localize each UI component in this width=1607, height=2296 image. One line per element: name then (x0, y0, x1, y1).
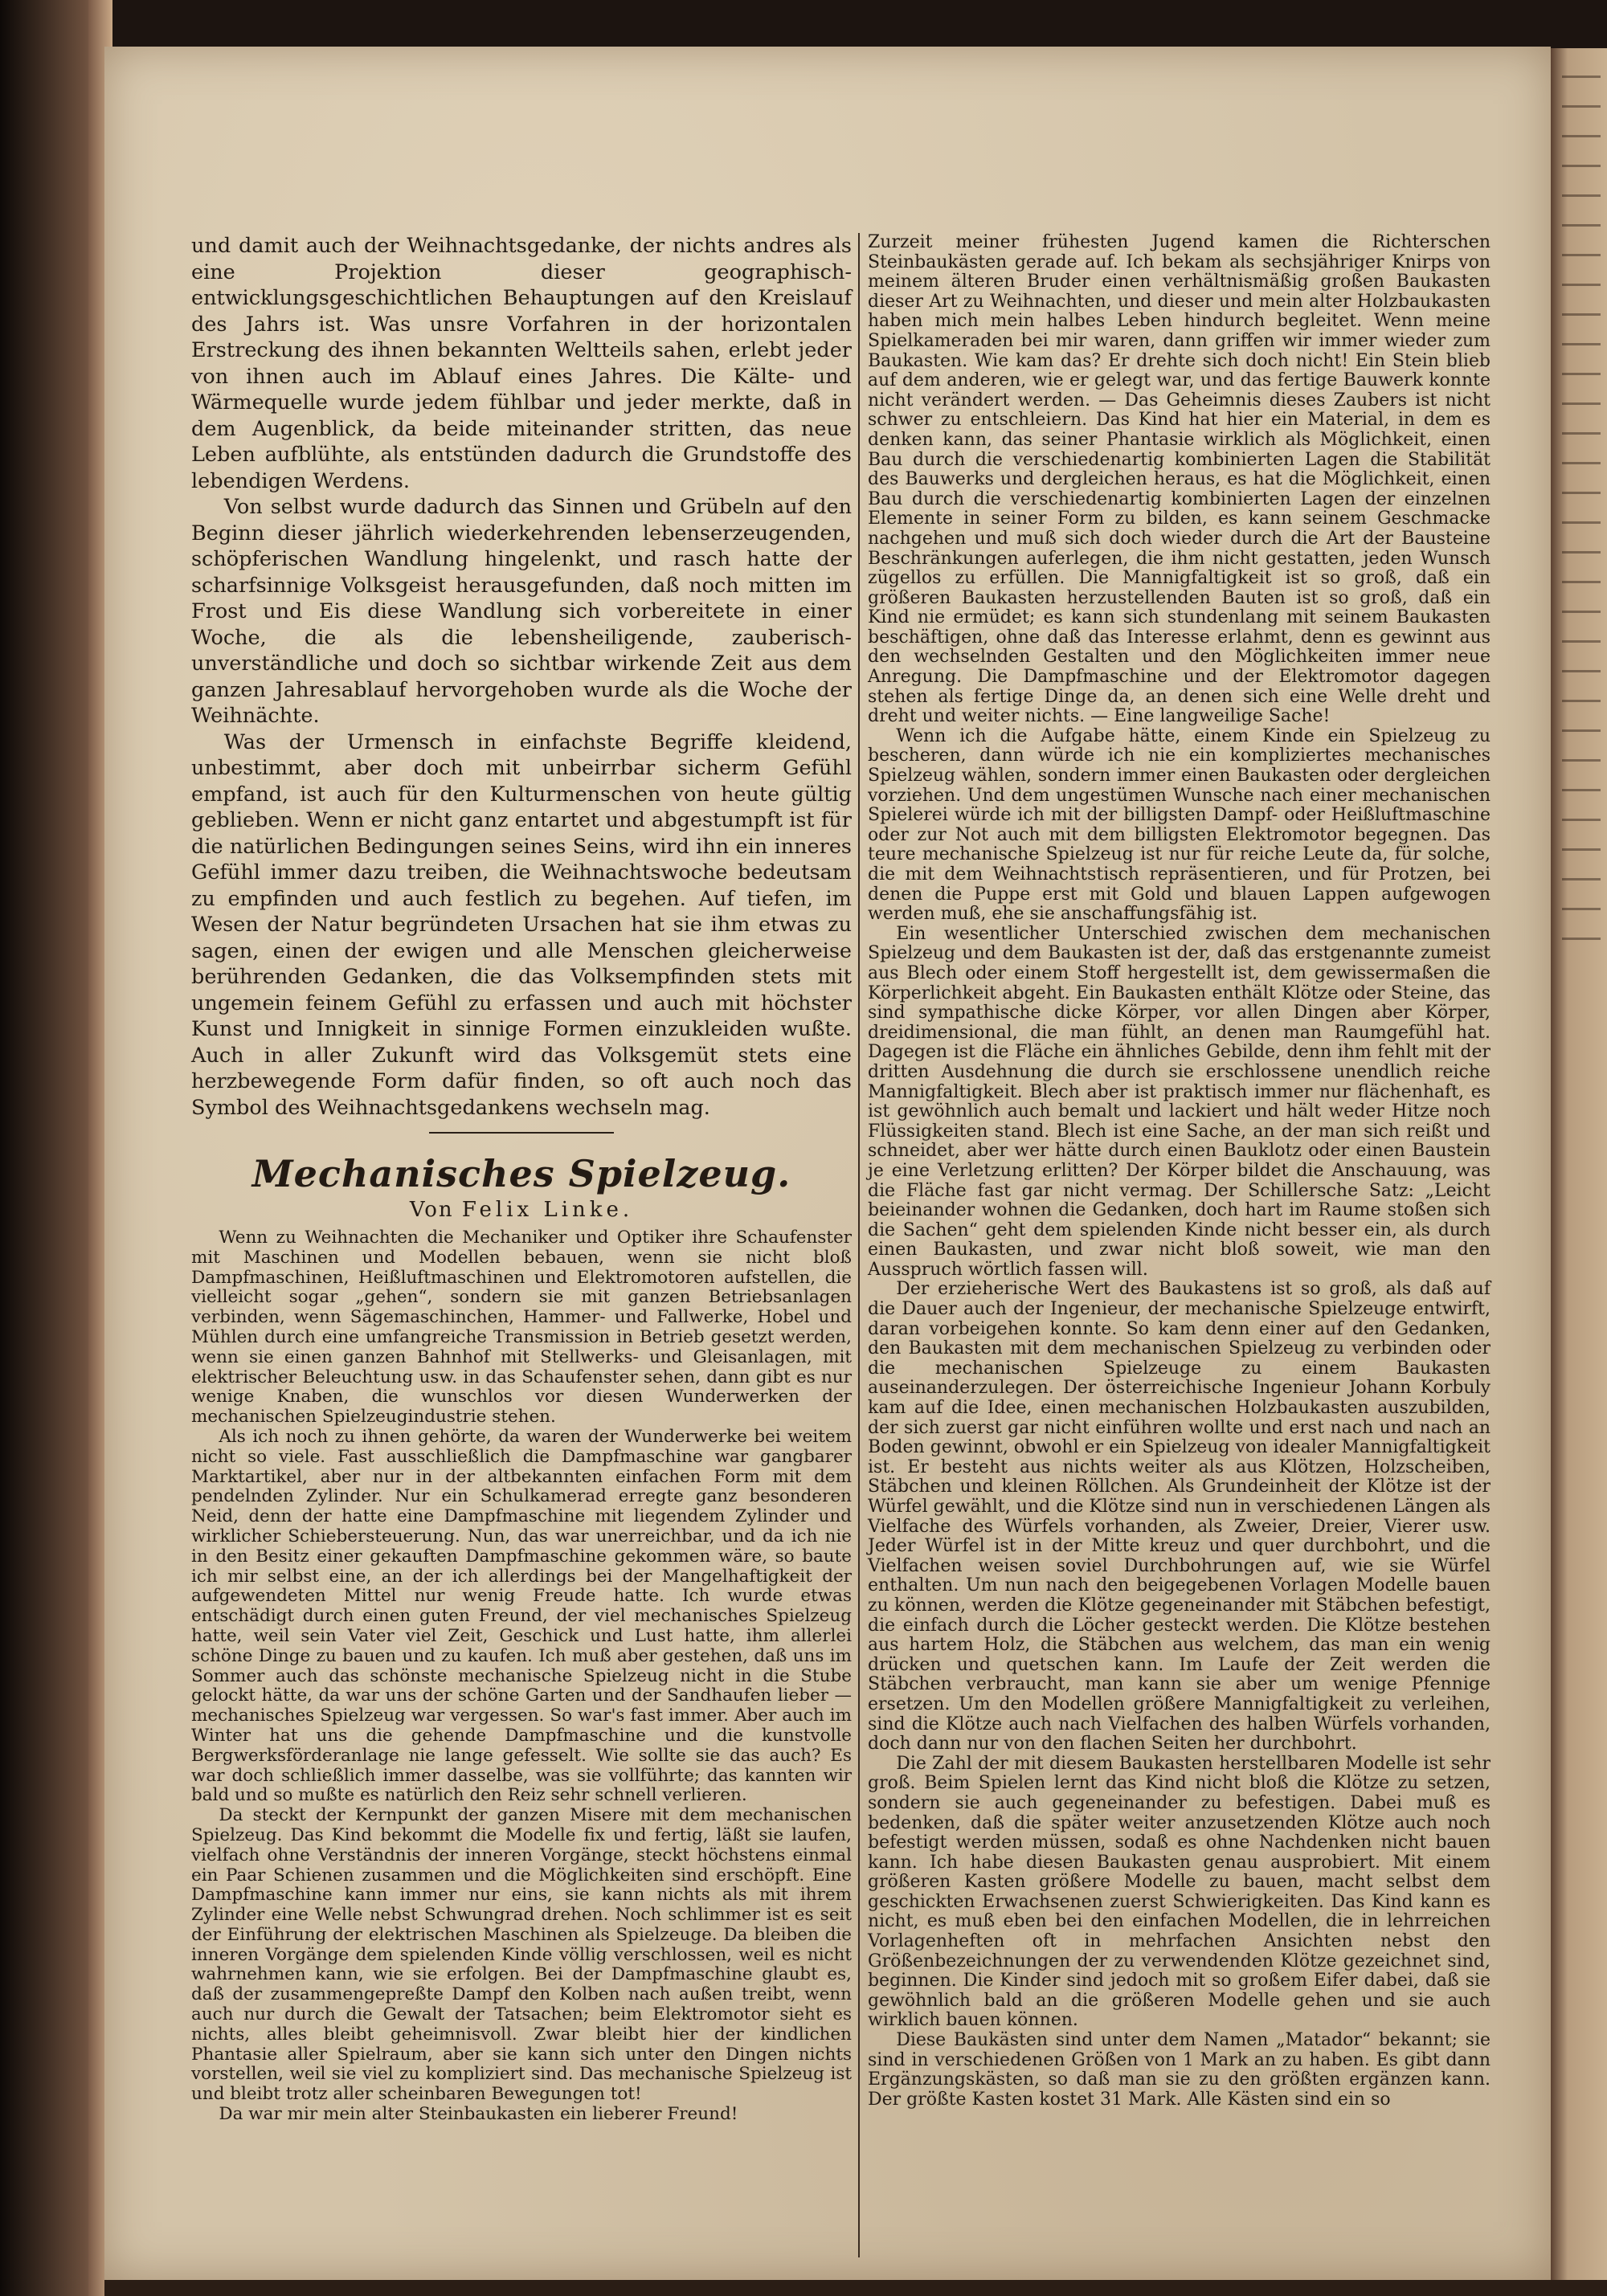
article-paragraph-1: Wenn zu Weihnachten die Mechaniker und Optiker ihre Schaufenster mit Maschinen und Modellen bebauen, wenn sie nicht bloß Dampfmaschinen, Heißluftmaschinen und Elektromotoren aufstellen, die vielleicht sogar „gehen“, sondern sie mit ganzen Betriebsanlagen verbinden, wenn Sägemaschinchen, Hammer- und Fallwerke, Hobel und Mühlen durch eine umfangreiche Transmission in Betrieb gesetzt werden, wenn sie einen ganzen Bahnhof mit Stellwerks- und Gleisanlagen, mit elektrischer Beleuchtung usw. in das Schaufenster sehen, dann gibt es nur wenige Knaben, die wunschlos vor diesen Wunderwerken der mechanischen Spielzeugindustrie stehen. (191, 1228, 852, 1428)
author-name: Felix Linke. (461, 1198, 634, 1222)
left-column (191, 233, 852, 2125)
article-paragraph-5: Zurzeit meiner frühesten Jugend kamen die Richterschen Steinbaukästen gerade auf. Ich bekam als sechsjähriger Knirps von meinem älteren Bruder einen verhältnismäßig großen Baukasten dieser Art zu Weihnachten, und dieser und mein alter Holzbaukasten haben mich mein halbes Leben hindurch begleitet. Wenn meine Spielkameraden bei mir waren, dann griffen wir immer wieder zum Baukasten. Wie kam das? Er drehte sich doch nicht! Ein Stein blieb auf dem anderen, wie er gelegt war, und das fertige Bauwerk konnte nicht verändert werden. — Das Geheimnis dieses Zaubers ist nicht schwer zu entschleiern. Das Kind hat hier ein Material, in dem es denken kann, das seiner Phantasie wirklich als Möglichkeit, einen Bau durch die verschiedenartig kombinierten Lagen die Stabilität des Bauwerks und dergleichen heraus, es hat die Möglichkeit, einen Bau durch die verschiedenartig kombinierten Lagen der einzelnen Elemente in seiner Form zu bilden, es kann seinem Geschmacke nachgehen und muß sich doch wieder durch die Art der Bausteine Beschränkungen auferlegen, die ihm nicht gestatten, jeden Wunsch zügellos zu erfüllen. Die Mannigfaltigkeit ist so groß, daß ein größeren Baukasten herzustellenden Bauten ist so groß, daß ein Kind nie ermüdet; es kann sich stundenlang mit seinem Baukasten beschäftigen, ohne daß das Interesse erlahmt, denn es gewinnt aus den wechselnden Gestalten und den Möglichkeiten immer neue Anregung. Die Dampfmaschine und der Elektromotor dagegen stehen als fertige Dinge da, an denen sich eine Welle dreht und dreht und weiter nichts. — Eine langweilige Sache! (868, 232, 1490, 727)
essay-paragraph-2: Von selbst wurde dadurch das Sinnen und Grübeln auf den Beginn dieser jährlich wiederkehrenden lebenserzeugenden, schöpferischen Wandlung hingelenkt, und rasch hatte der scharfsinnige Volksgeist herausgefunden, daß noch mitten im Frost und Eis diese Wandlung sich vorbereitete in einer Woche, die als die lebensheiligende, zauberisch-unverständliche und doch so sichtbar wirkende Zeit aus dem ganzen Jahresablauf hervorgehoben wurde als die Woche der Weihnächte. (191, 495, 852, 728)
article-paragraph-10: Diese Baukästen sind unter dem Namen „Matador“ bekannt; sie sind in verschiedenen Größen von 1 Mark an zu haben. Es gibt dann Ergänzungskästen, so daß man sie zu den größten ergänzen kann. Der größte Kasten kostet 31 Mark. Alle Kästen sind ein so (868, 2030, 1490, 2110)
article-paragraph-9: Die Zahl der mit diesem Baukasten herstellbaren Modelle ist sehr groß. Beim Spielen lernt das Kind nicht bloß die Klötze zu setzen, sondern sie auch gegeneinander zu befestigen. Dabei muß es bedenken, daß die später weiter anzusetzenden Klötze auch noch befestigt werden müssen, sodaß es ohne Nachdenken nicht bauen kann. Ich habe diesen Baukasten genau ausprobiert. Mit einem größeren Kasten größere Modelle zu bauen, macht selbst dem geschickten Erwachsenen zuerst Schwierigkeiten. Das Kind kann es nicht, es muß eben bei den einfachen Modellen, die in lehrreichen Vorlagenheften oft in mehrfachen Ansichten nebst den Größenbezeichnungen der zu verwendenden Klötze gezeichnet sind, beginnen. Die Kinder sind jedoch mit so großem Eifer dabei, daß sie gewöhnlich bald an die größeren Modelle gehen und sie auch wirklich bauen können. (868, 1753, 1490, 2031)
page-bottom-edge (104, 2280, 1607, 2296)
section-divider (429, 1132, 614, 1134)
right-column (868, 233, 1490, 2110)
article-byline (191, 1196, 852, 1224)
article-paragraph-2: Als ich noch zu ihnen gehörte, da waren der Wunderwerke bei weitem nicht so viele. Fast ausschließlich die Dampfmaschine war gangbarer Marktartikel, aber nur in der altbekannten einfachen Form mit dem pendelnden Zylinder. Nur ein Schulkamerad erregte ganz besonderen Neid, denn der hatte eine Dampfmaschine mit liegendem Zylinder und wirklicher Schiebersteuerung. Nun, das war unerreichbar, und da ich nie in den Besitz einer gekauften Dampfmaschine gekommen wäre, so baute ich mir selbst eine, an der ich allerdings bei der Mangelhaftigkeit der aufgewendeten Mittel nur wenig Freude hatte. Ich wurde etwas entschädigt durch einen guten Freund, der viel mechanisches Spielzeug hatte, weil sein Vater viel Zeit, Geschick und Lust hatte, ihm allerlei schöne Dinge zu bauen und zu kaufen. Ich muß aber gestehen, daß uns im Sommer auch das schönste mechanische Spielzeug nicht in die Stube gelockt hätte, da war uns der schöne Garten und der Sandhaufen lieber — mechanisches Spielzeug war vergessen. So war's fast immer. Aber auch im Winter hat uns die gehende Dampfmaschine und die kunstvolle Bergwerksförderanlage nie lange gefesselt. Wie sollte sie das auch? Es war doch schließlich immer dasselbe, was sie vollführte; das kannten wir bald und so mußte es natürlich den Reiz sehr schnell verlieren. (191, 1426, 852, 1806)
byline-prefix: Von (409, 1198, 454, 1222)
article-left-text (191, 1228, 852, 2125)
article-paragraph-4: Da war mir mein alter Steinbaukasten ein lieberer Freund! (219, 2104, 738, 2125)
adjacent-page-edge (1551, 48, 1607, 2282)
article-paragraph-6: Wenn ich die Aufgabe hätte, einem Kinde ein Spielzeug zu bescheren, dann würde ich nie ein kompliziertes mechanisches Spielzeug wählen, sondern immer einen Baukasten oder dergleichen vorziehen. Und dem ungestümen Wunsche nach einer mechanischen Spielerei würde ich mit der billigsten Dampf- oder Heißluftmaschine oder zur Not auch mit dem billigsten Elektromotor begegnen. Das teure mechanische Spielzeug ist nur für reiche Leute da, für solche, die mit dem Weihnachtstisch repräsentieren, und für Protzen, bei denen die Puppe erst mit Gold und blauen Lappen aufgewogen werden muß, ehe sie anschaffungsfähig ist. (868, 725, 1490, 925)
essay-paragraph-3: Was der Urmensch in einfachste Begriffe kleidend, unbestimmt, aber doch mit unbeirrbar sicherm Gefühl empfand, ist auch für den Kulturmenschen von heute gültig geblieben. Wenn er nicht ganz entartet und abgestumpft ist für die natürlichen Bedingungen seines Seins, wird ihn ein inneres Gefühl immer dazu treiben, die Weihnachtswoche bedeutsam zu empfinden und auch festlich zu begehen. Auf tiefen, im Wesen der Natur begründeten Ursachen hat sie ihm etwas zu sagen, einen der ewigen und alle Menschen gleicherweise berührenden Gedanken, die das Volksempfinden stets mit ungemein feinem Gefühl zu erfassen und auch mit höchster Kunst und Innigkeit in sinnige Formen einzukleiden wußte. Auch in aller Zukunft wird das Volksgemüt stets eine herzbewegende Form dafür finden, so oft auch noch das Symbol des Weihnachtsgedankens wechseln mag. (191, 729, 852, 1120)
column-divider (858, 233, 860, 2257)
article-paragraph-8: Der erzieherische Wert des Baukastens ist so groß, als daß auf die Dauer auch der Ingenieur, der mechanische Spielzeuge entwirft, daran vorbeigehen konnte. So kam denn einer auf den Gedanken, den Baukasten mit dem mechanischen Spielzeug zu verbinden oder die mechanischen Spielzeuge zu einem Baukasten auseinanderzulegen. Der österreichische Ingenieur Johann Korbuly kam auf die Idee, einen mechanischen Holzbaukasten auszubilden, der sich zuerst gar nicht einführen wollte und erst nach und nach an Boden gewinnt, obwohl er ein Spielzeug von idealer Mannigfaltigkeit ist. Er besteht aus nichts weiter als aus Klötzen, Holzscheiben, Stäbchen und kleinen Röllchen. Als Grundeinheit der Klötze ist der Würfel gewählt, und die Klötze sind nun in verschiedenen Längen als Vielfache des Würfels vorhanden, als Zweier, Dreier, Vierer usw. Jeder Würfel ist in der Mitte kreuz und quer durchbohrt, und die Vielfachen weisen soviel Durchbohrungen auf, wie sie Würfel enthalten. Um nun nach den beigegebenen Vorlagen Modelle bauen zu können, werden die Klötze gegeneinander mit Stäbchen befestigt, die einfach durch die Löcher gesteckt werden. Die Klötze bestehen aus hartem Holz, die Stäbchen aus welchem, das man ein wenig drücken und quetschen kann. Im Laufe der Zeit werden die Stäbchen verbraucht, man kann sie aber um wenige Pfennige ersetzen. Um den Modellen größere Mannigfaltigkeit zu verleihen, sind die Klötze auch nach Vielfachen des halben Würfels vorhanden, doch dann nur von den flachen Seiten her durchbohrt. (868, 1279, 1490, 1755)
article-paragraph-7: Ein wesentlicher Unterschied zwischen dem mechanischen Spielzeug und dem Baukasten ist der, daß das erstgenannte zumeist aus Blech oder einem Stoff hergestellt ist, dem gewissermaßen die Körperlichkeit abgeht. Ein Baukasten enthält Klötze oder Steine, das sind sympathische dicke Körper, vor allen Dingen aber Körper, dreidimensional, die man fühlt, an denen man Raumgefühl hat. Dagegen ist die Fläche ein ähnliches Gebilde, denn ihm fehlt mit der dritten Ausdehnung die durch sie erschlossene unendlich reiche Mannigfaltigkeit. Blech aber ist praktisch immer nur flächenhaft, es ist gewöhnlich auch bemalt und lackiert und hält weder Hitze noch Flüssigkeiten stand. Blech ist eine Sache, an der man sich reißt und schneidet, aber wer hätte durch einen Bauklotz oder einen Baustein je eine Verletzung erlitten? Der Körper bildet die Anschauung, was die Fläche fast gar nicht vermag. Der Schillersche Satz: „Leicht beieinander wohnen die Gedanken, doch hart im Raume stoßen sich die Sachen“ geht dem spielenden Kinde nicht besser ein, als durch einen Baukasten, und zwar nicht bloß soweit, wie man den Ausspruch wörtlich fassen will. (868, 923, 1490, 1280)
essay-paragraph-1: und damit auch der Weihnachtsgedanke, der nichts andres als eine Projektion dieser geographisch-entwicklungsgeschichtlichen Behauptungen auf den Kreislauf des Jahrs ist. Was unsre Vorfahren in der horizontalen Erstreckung des ihnen bekannten Weltteils sahen, erlebt jeder von ihnen auch im Ablauf eines Jahres. Die Kälte- und Wärmequelle wurde jedem fühlbar und jeder merkte, daß in dem Augenblick, da beide miteinander stritten, das neue Leben aufblühte, als entstünden dadurch die Grundstoffe des lebendigen Werdens. (191, 234, 852, 493)
article-title: Mechanisches Spielzeug. (251, 1152, 791, 1195)
article-paragraph-3: Da steckt der Kernpunkt der ganzen Misere mit dem mechanischen Spielzeug. Das Kind bekommt die Modelle fix und fertig, läßt sie laufen, vielfach ohne Verständnis der inneren Vorgänge, steckt höchstens einmal ein Paar Schienen zusammen und die Möglichkeiten sind erschöpft. Eine Dampfmaschine kann immer nur eins, sie kann nichts als mit ihrem Zylinder eine Welle nebst Schwungrad drehen. Noch schlimmer ist es seit der Einführung der elektrischen Maschinen als Spielzeuge. Da bleiben die inneren Vorgänge dem spielenden Kinde völlig verschlossen, weil es nicht wahrnehmen kann, wie sie erfolgen. Bei der Dampfmaschine glaubt es, daß der zusammengepreßte Dampf den Kolben nach außen treibt, wenn auch nur durch die Gewalt der Tatsachen; beim Elektromotor sieht es nichts, alles bleibt geheimnisvoll. Zwar bleibt hier der kindlichen Phantasie aller Spielraum, aber sie kann sich unter den Dingen nichts vorstellen, weil sie viel zu kompliziert sind. Das mechanische Spielzeug ist und bleibt trotz aller scheinbaren Bewegungen tot! (191, 1805, 852, 2105)
